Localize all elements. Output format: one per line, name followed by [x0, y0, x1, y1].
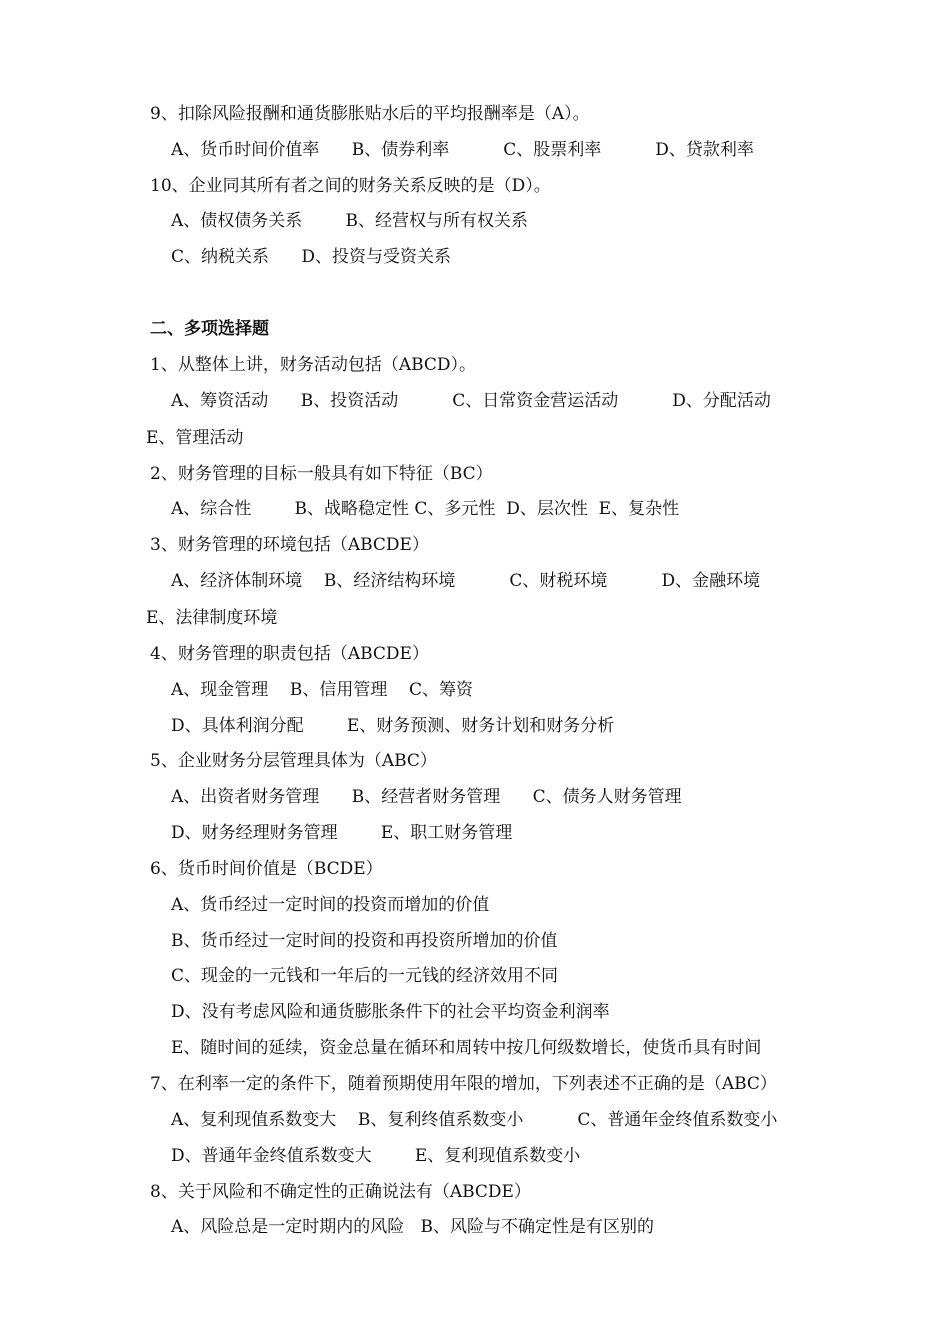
mc-question-2-options: A、综合性 B、战略稳定性 C、多元性 D、层次性 E、复杂性 — [171, 499, 680, 519]
mc-question-6-option-b: B、货币经过一定时间的投资和再投资所增加的价值 — [171, 931, 558, 951]
mc-question-7-options-1: A、复利现值系数变大 B、复利终值系数变小 C、普通年金终值系数变小 — [171, 1110, 778, 1130]
mc-question-2-stem: 2、财务管理的目标一般具有如下特征（BC） — [150, 464, 493, 484]
question-10-stem: 10、企业同其所有者之间的财务关系反映的是（D）。 — [150, 176, 551, 196]
mc-question-5-stem: 5、企业财务分层管理具体为（ABC） — [150, 751, 437, 771]
mc-question-5-options-2: D、财务经理财务管理 E、职工财务管理 — [171, 823, 513, 843]
question-10-options-2: C、纳税关系 D、投资与受资关系 — [171, 247, 452, 267]
mc-question-6-option-d: D、没有考虑风险和通货膨胀条件下的社会平均资金利润率 — [171, 1002, 610, 1022]
mc-question-5-options-1: A、出资者财务管理 B、经营者财务管理 C、债务人财务管理 — [171, 787, 682, 807]
mc-question-1-option-e: E、管理活动 — [146, 428, 244, 448]
mc-question-1-stem: 1、从整体上讲，财务活动包括（ABCD）。 — [150, 355, 477, 375]
section-heading-multiple-choice: 二、多项选择题 — [150, 319, 269, 339]
mc-question-4-options-1: A、现金管理 B、信用管理 C、筹资 — [171, 680, 474, 700]
mc-question-3-option-e: E、法律制度环境 — [146, 608, 278, 628]
mc-question-7-stem: 7、在利率一定的条件下，随着预期使用年限的增加，下列表述不正确的是（ABC） — [150, 1074, 777, 1094]
mc-question-6-option-c: C、现金的一元钱和一年后的一元钱的经济效用不同 — [171, 966, 559, 986]
mc-question-7-options-2: D、普通年金终值系数变大 E、复利现值系数变小 — [171, 1146, 581, 1166]
mc-question-8-options-1: A、风险总是一定时期内的风险 B、风险与不确定性是有区别的 — [171, 1217, 654, 1237]
mc-question-6-option-e: E、随时间的延续，资金总量在循环和周转中按几何级数增长，使货币具有时间 — [171, 1038, 762, 1058]
mc-question-1-options: A、筹资活动 B、投资活动 C、日常资金营运活动 D、分配活动 — [171, 391, 771, 411]
mc-question-6-stem: 6、货币时间价值是（BCDE） — [150, 859, 383, 879]
question-10-options-1: A、债权债务关系 B、经营权与所有权关系 — [171, 211, 528, 231]
mc-question-6-option-a: A、货币经过一定时间的投资而增加的价值 — [171, 895, 490, 915]
question-9-stem: 9、扣除风险报酬和通货膨胀贴水后的平均报酬率是（A）。 — [150, 104, 590, 124]
question-9-options: A、货币时间价值率 B、债券利率 C、股票利率 D、贷款利率 — [171, 140, 754, 160]
mc-question-4-options-2: D、具体利润分配 E、财务预测、财务计划和财务分析 — [171, 716, 615, 736]
mc-question-4-stem: 4、财务管理的职责包括（ABCDE） — [150, 644, 429, 664]
mc-question-3-options: A、经济体制环境 B、经济结构环境 C、财税环境 D、金融环境 — [171, 571, 761, 591]
mc-question-8-stem: 8、关于风险和不确定性的正确说法有（ABCDE） — [150, 1182, 531, 1202]
mc-question-3-stem: 3、财务管理的环境包括（ABCDE） — [150, 535, 429, 555]
